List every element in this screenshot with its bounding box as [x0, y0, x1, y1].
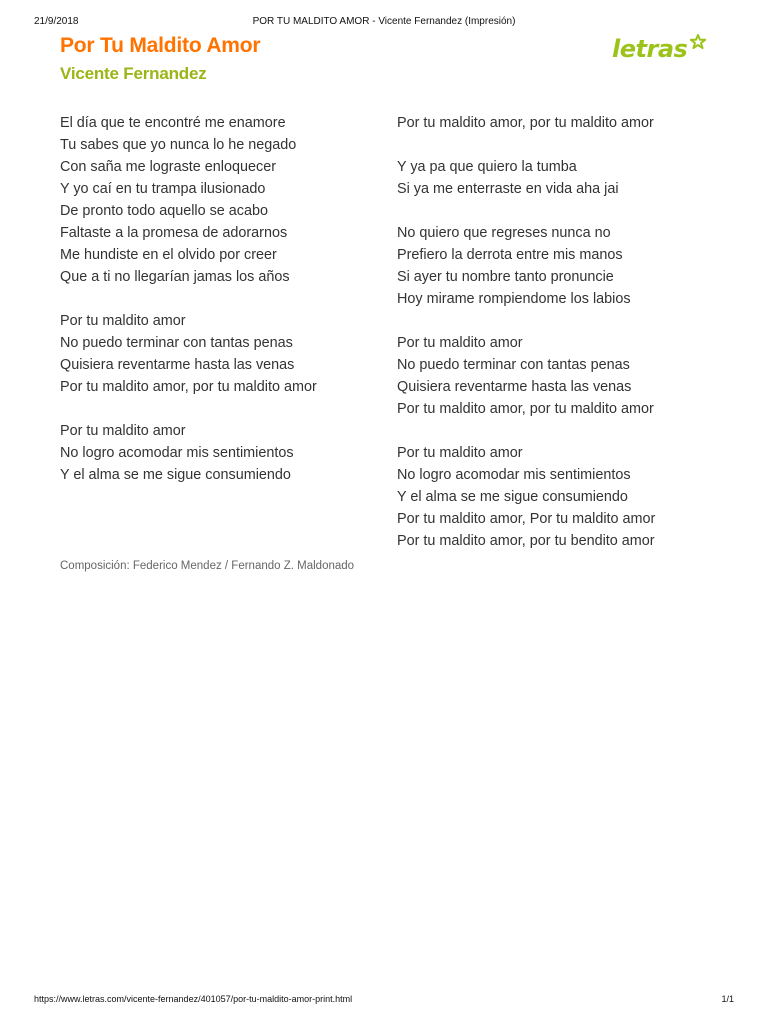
star-icon [691, 35, 705, 48]
lyrics-stanza [60, 420, 380, 486]
lyric-line: Quisiera reventarme hasta las venas [397, 379, 632, 395]
lyric-line: No puedo terminar con tantas penas [397, 357, 630, 373]
lyrics-stanza [397, 222, 717, 310]
lyric-line: Por tu maldito amor [397, 335, 523, 351]
lyric-line: Por tu maldito amor [60, 423, 186, 439]
lyric-line: No logro acomodar mis sentimientos [397, 467, 631, 483]
lyric-line: Quisiera reventarme hasta las venas [60, 357, 295, 373]
print-date: 21/9/2018 [34, 16, 79, 27]
lyric-line: Me hundiste en el olvido por creer [60, 247, 277, 263]
page-number: 1/1 [721, 994, 734, 1004]
lyric-line: Con saña me lograste enloquecer [60, 159, 276, 175]
lyric-line: De pronto todo aquello se acabo [60, 203, 269, 219]
lyrics-stanza [397, 332, 717, 420]
lyrics-stanza [397, 112, 717, 134]
lyric-line: Si ya me enterraste en vida aha jai [397, 181, 619, 197]
print-page-title: POR TU MALDITO AMOR - Vicente Fernandez (Impresión) [252, 16, 516, 27]
lyric-line: Por tu maldito amor, por tu bendito amor [397, 533, 655, 549]
lyrics-column-left [60, 112, 380, 508]
lyric-line: Que a ti no llegarían jamas los años [60, 269, 290, 285]
lyrics-column-right [397, 112, 717, 574]
letras-logo-text: letras [612, 35, 688, 63]
lyric-line: No puedo terminar con tantas penas [60, 335, 293, 351]
composition-credits: Composición: Federico Mendez / Fernando Z. Maldonado [60, 560, 355, 572]
lyrics-stanza [397, 442, 717, 552]
lyric-line: Hoy mirame rompiendome los labios [397, 291, 631, 307]
lyrics-stanza [60, 310, 380, 398]
lyric-line: Y el alma se me sigue consumiendo [60, 467, 291, 483]
lyric-line: Y el alma se me sigue consumiendo [397, 489, 628, 505]
lyric-line: Por tu maldito amor [60, 313, 186, 329]
print-header [34, 16, 734, 30]
print-footer [34, 994, 734, 1008]
lyric-line: Por tu maldito amor, Por tu maldito amor [397, 511, 656, 527]
letras-logo-graphic [610, 30, 710, 70]
lyric-line: Si ayer tu nombre tanto pronuncie [397, 269, 614, 285]
lyric-line: Tu sabes que yo nunca lo he negado [60, 137, 297, 153]
lyric-line: Por tu maldito amor [397, 445, 523, 461]
lyric-line: Prefiero la derrota entre mis manos [397, 247, 623, 263]
lyric-line: Y ya pa que quiero la tumba [397, 159, 577, 175]
lyrics-stanza [397, 156, 717, 200]
lyric-line: Por tu maldito amor, por tu maldito amor [60, 379, 317, 395]
song-title: Por Tu Maldito Amor [60, 34, 261, 57]
lyric-line: Por tu maldito amor, por tu maldito amor [397, 115, 654, 131]
lyrics-stanza [60, 112, 380, 288]
letras-logo [610, 30, 710, 70]
lyric-line: No quiero que regreses nunca no [397, 225, 611, 241]
print-url: https://www.letras.com/vicente-fernandez/401057/por-tu-maldito-amor-print.html [34, 994, 353, 1004]
lyric-line: No logro acomodar mis sentimientos [60, 445, 294, 461]
artist-name: Vicente Fernandez [60, 64, 207, 83]
lyric-line: El día que te encontré me enamore [60, 115, 286, 131]
lyric-line: Y yo caí en tu trampa ilusionado [60, 181, 266, 197]
lyric-line: Faltaste a la promesa de adorarnos [60, 225, 288, 241]
lyric-line: Por tu maldito amor, por tu maldito amor [397, 401, 654, 417]
